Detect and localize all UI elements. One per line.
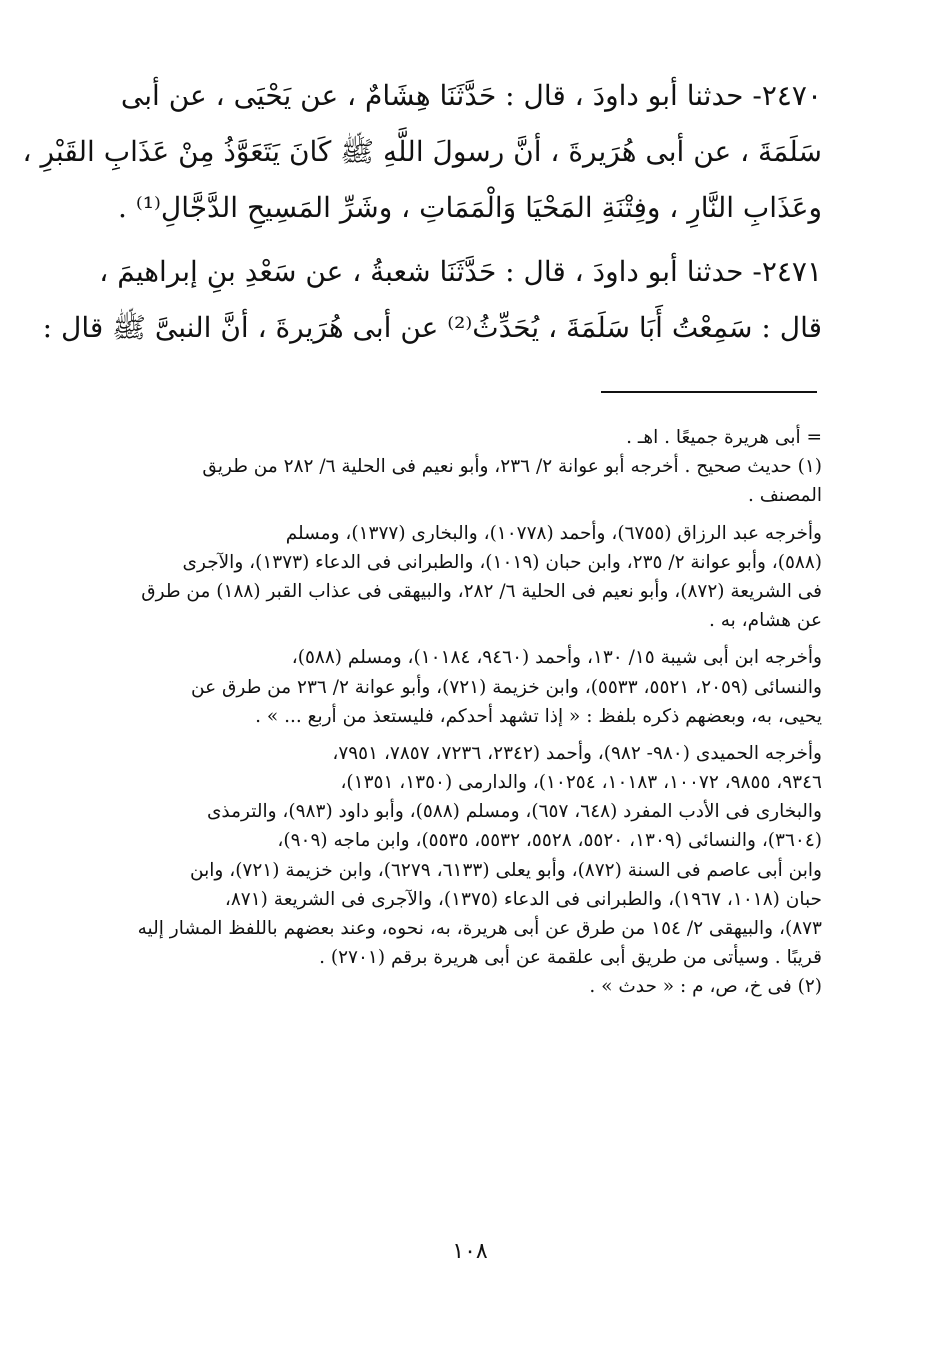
footnote-line: وأخرجه عبد الرزاق (٦٧٥٥)، وأحمد (١٠٧٧٨)، والبخارى (١٣٧٧)، ومسلم: [285, 522, 822, 544]
footnote-line: ٨٧٣)، والبيهقى ٢/ ١٥٤ من طرق عن أبى هريرة، به، نحوه، وعند بعضهم باللفظ المشار إليه: [137, 918, 822, 939]
footnote-line: وأخرجه الحميدى (٩٨٠- ٩٨٢)، وأحمد (٢٣٤٢، ٧٢٣٦، ٧٨٥٧، ٧٩٥١،: [332, 742, 822, 764]
footnote-line: والنسائى (٢٠٥٩، ٥٥٢١، ٥٥٣٣)، وابن خزيمة (٧٢١)، وأبو عوانة ٢/ ٢٣٦ من طرق عن: [191, 676, 822, 698]
footnote-line: والبخارى فى الأدب المفرد (٦٤٨، ٦٥٧)، ومسلم (٥٨٨)، وأبو داود (٩٨٣)، والترمذى: [206, 801, 822, 823]
footnote-line: المصنف .: [747, 485, 822, 507]
footnote-line: فى الشريعة (٨٧٢)، وأبو نعيم فى الحلية ٦/ ٢٨٢، والبيهقى فى عذاب القبر (١٨٨) من طرق: [141, 580, 822, 602]
main-text: [22, 68, 822, 356]
footnote-line: وابن أبى عاصم فى السنة (٨٧٢)، وأبو يعلى (٦١٣٣، ٦٢٧٩)، وابن خزيمة (٧٢١)، وابن: [190, 859, 822, 881]
footnote-line: يحيى، به، وبعضهم ذكره بلفظ : « إذا تشهد أحدكم، فليستعذ من أربع ... » .: [255, 705, 822, 727]
footnote-1-paragraph-4: [108, 739, 822, 973]
footnotes: [108, 423, 822, 1002]
main-text-line: قال : سَمِعْتُ أَبَا سَلَمَةَ ، يُحَدِّثُ⁽²⁾ عن أبى هُرَيرةَ ، أنَّ النبىَّ ﷺ قال :: [42, 311, 822, 344]
main-text-line: وعَذَابِ النَّارِ ، وفِتْنَةِ المَحْيَا وَالْمَمَاتِ ، وشَرِّ المَسِيحِ الدَّجَّالِ⁽¹⁾ .: [118, 191, 822, 224]
footnote-line: وأخرجه ابن أبى شيبة ١٥/ ١٣٠، وأحمد (٩٤٦٠، ١٠١٨٤)، ومسلم (٥٨٨)،: [291, 647, 822, 669]
hadith-2470: [22, 68, 822, 236]
hadith-2471: [42, 244, 822, 356]
main-text-line: ٢٤٧١- حدثنا أبو داودَ ، قال : حَدَّثَنَا شعبةُ ، عن سَعْدِ بنِ إبراهيمَ ،: [99, 255, 822, 288]
footnote-line: (١) حديث صحيح . أخرجه أبو عوانة ٢/ ٢٣٦، وأبو نعيم فى الحلية ٦/ ٢٨٢ من طريق: [202, 456, 822, 478]
main-text-line: سَلَمَةَ ، عن أبى هُرَيرةَ ، أنَّ رسولَ اللَّهِ ﷺ كَانَ يَتَعَوَّذُ مِنْ عَذَابِ القَبْرِ ،: [22, 135, 822, 168]
page-number: ١٠٨: [452, 1239, 488, 1264]
footnote-continuation: = أبى هريرة جميعًا . اهـ .: [626, 427, 822, 448]
footnote-1-paragraph-2: [108, 519, 822, 636]
footnote-line: قريبًا . وسيأتى من طريق أبى علقمة عن أبى هريرة برقم (٢٧٠١) .: [319, 947, 822, 969]
hadith-separator: [108, 236, 822, 244]
footnote-line: (٥٨٨)، وأبو عوانة ٢/ ٢٣٥، وابن حبان (١٠١٩)، والطبرانى فى الدعاء (١٣٧٣)، والآجرى: [182, 551, 822, 573]
footnote-separator-rule: [601, 391, 817, 393]
footnote-1-paragraph-3: [108, 643, 822, 731]
footnote-line: عن هشام، به .: [708, 610, 822, 632]
main-text-line: ٢٤٧٠- حدثنا أبو داودَ ، قال : حَدَّثَنَا هِشَامٌ ، عن يَحْيَى ، عن أبى: [120, 79, 822, 112]
footnote-line: (٣٦٠٤)، والنسائى (١٣٠٩، ٥٥٢٠، ٥٥٢٨، ٥٥٣٢، ٥٥٣٥)، وابن ماجه (٩٠٩)،: [277, 830, 822, 852]
footnote-2: (٢) فى خ، ص، م : « حدث » .: [589, 976, 822, 998]
footnote-line: حبان (١٠١٨، ١٩٦٧)، والطبرانى فى الدعاء (١٣٧٥)، والآجرى فى الشريعة (٨٧١،: [224, 888, 822, 910]
footnote-1: [108, 452, 822, 972]
footnote-line: ٩٣٤٦، ٩٨٥٥، ١٠٠٧٢، ١٠١٨٣، ١٠٢٥٤)، والدارمى (١٣٥٠، ١٣٥١)،: [340, 772, 822, 794]
footnote-1-paragraph-1: [108, 452, 822, 510]
